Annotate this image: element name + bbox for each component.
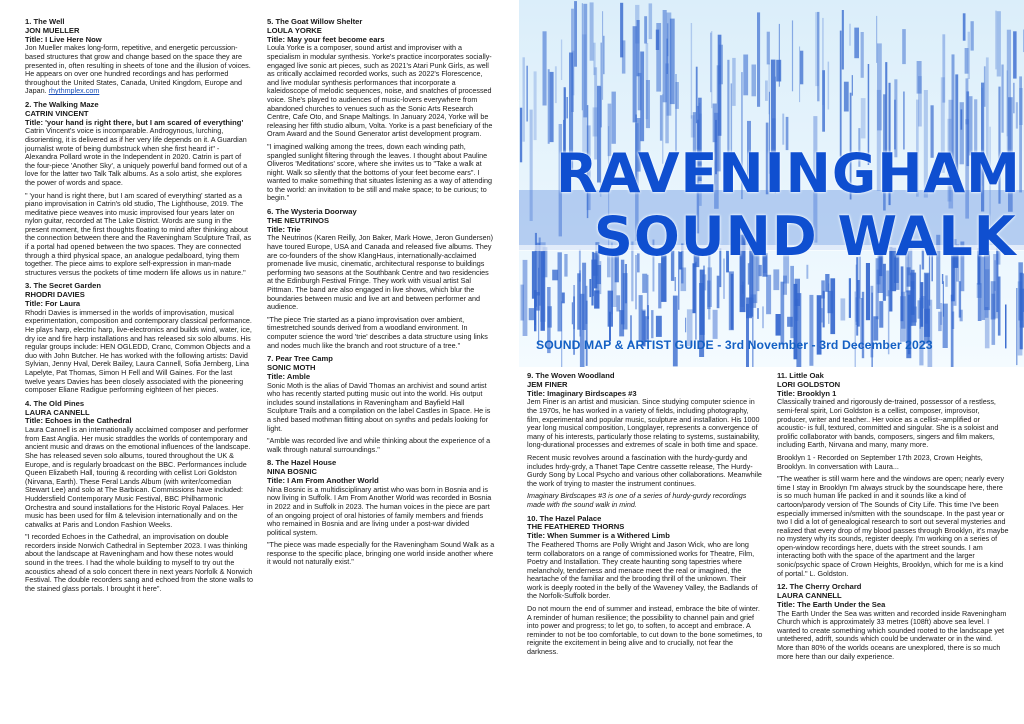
artist-statement: "Amble was recorded live and while thinking about the experience of a walk through natural surroundings.": [267, 436, 491, 454]
artist-bio: Nina Bosnic is a multidisciplinary artist who was born in Bosnia and is now living in Suffolk. I Am From Another World was recorded in Bosnia in 2022 and in Suffolk in 2023. The human voices in the piece are part of an ongoing project of oral histories of family members and friends who remained in Bosnia and are living under a post-war divided political system.: [267, 484, 492, 537]
artist-name: LORI GOLDSTON: [777, 379, 841, 389]
reflection-streak: [799, 47, 800, 103]
artist-statement: "The piece Trie started as a piano improvisation over ambient, timestretched sounds derived from a woodland environment. In computer science the word 'trie' describes a data structure using links and nodes much like the branch and root structure of a tree.": [267, 314, 488, 350]
artist-bio: Classically trained and rigorously de-trained, possessor of a restless, semi-feral spirit, Lori Goldston is a cellist, composer, improvisor, producer, writer and teacher.. Her voice as a cellist--amplified or acoustic- is full, textured, committed and singular. She is a soloist and prolific collaborator with bands, composers, singers and film makers, including Earth, Nirvana and many, many more.: [777, 397, 999, 450]
reflection-streak: [828, 283, 830, 324]
reflection-streak: [583, 4, 587, 118]
banner-title-line-1: RAVENINGHAM: [556, 142, 1021, 205]
reflection-streak: [1016, 288, 1017, 365]
reflection-streak: [985, 307, 989, 318]
entry-2: [25, 101, 253, 277]
reflection-streak: [582, 3, 583, 110]
reflection-streak: [782, 114, 784, 145]
banner-title-line-2: SOUND WALK: [594, 205, 1017, 268]
piece-title: Title: When Summer is a Withered Limb: [527, 531, 670, 541]
artist-bio: Catrin Vincent's voice is incomparable. Androgynous, lurching, disorienting, it is delivered as if her very life depends on it. A Guardian journalist wrote of being dumbstruck when she first heard it" - Alexandra Pollard wrote in the Independent in 2020. Catrin is part of the four-piece 'Another Sky', a uniquely powerful band formed out of a love for the latter two Talk Talk albums. As a solo artist, she explores the power of words and space.: [25, 126, 248, 187]
reflection-streak: [796, 293, 801, 367]
reflection-streak: [550, 72, 554, 142]
reflection-streak: [564, 254, 567, 277]
reflection-streak: [719, 45, 723, 85]
reflection-streak: [548, 69, 550, 144]
reflection-streak: [675, 82, 679, 109]
reflection-streak: [585, 286, 587, 324]
reflection-streak: [911, 281, 915, 315]
reflection-streak: [695, 262, 696, 340]
artist-bio-2: Recent music revolves around a fascination with the hurdy-gurdy and includes hrdy-grdy, a Thanet Tape Centre cassette release, The Hurdy-Gurdy Song by Local Psycho and various other collaborations. Meanwhile the work of trying to master the instrument continues.: [527, 452, 762, 488]
reflection-streak: [603, 36, 605, 74]
reflection-streak: [529, 308, 535, 320]
entry-8: [267, 459, 495, 567]
entry-number: 4. The Old Pines: [25, 398, 85, 408]
artist-statement: " 'your hand is right there, but I am scared of everything' started as a piano improvisation in Catrin's old studio, The Lighthouse, 2019. The meditative piece weaves into music improvised four years later on nylon guitar, recorded at The Lake District. Words are sung in the present moment, the first thoughts floating to mind after thinking about the connection between there and the Raveningham Sculpture Trail, as if a portal had opened between the two spaces. They are connected through a third physical space, an analogue pedalboard, tying them together. The piece aims to explore self-expression in man-made structures versus the pockets of time modern life allows us in nature.": [25, 190, 252, 277]
reflection-streak: [856, 265, 857, 325]
reflection-streak: [573, 285, 575, 329]
artist-name: LOULA YORKE: [267, 25, 322, 35]
reflection-streak: [792, 20, 793, 91]
reflection-streak: [951, 295, 954, 367]
artist-statement: "The weather is still warm here and the windows are open; nearly every time I stay in Brooklyn I'm always struck by the soundscape here, there is so much human life packed in and it sounds like a kind of cartoon/parody version of The Sounds of City Life. This time I've been especially immersed in/smitten with the soundscape. In the past year or two I did a lot of genealogical research to sort out several mysteries and realized that every drop of my blood passes through Brooklyn, it's maybe no mystery why its sounds, register deeply. I'm working on a series of open-window recordings here, duets with the street sounds. I am interacting both with the space of the apartment and the larger sonic/psychic space of Crown Heights, Brooklyn, which for me is a kind of portal." L. Goldston.: [777, 474, 1009, 578]
reflection-streak: [776, 60, 781, 82]
reflection-streak: [984, 66, 986, 107]
recording-note: Brooklyn 1 - Recorded on September 17th 2023, Crown Heights, Brooklyn. In conversation with Laura...: [777, 452, 983, 471]
reflection-streak: [1013, 31, 1017, 78]
reflection-streak: [691, 115, 695, 137]
reflection-streak: [558, 252, 562, 331]
reflection-streak: [873, 316, 878, 340]
artist-statement: "I recorded Echoes in the Cathedral, an improvisation on double recorders inside Norwich Cathedral in September 2023. I was thinking about the landscape at Raveningham and how these notes would sound in the trees. I had the whole building to myself to try out the acoustics ahead of a solo concert there in next years Norfolk & Norwich Festival. The double recorders sang and echoed from the stone walls to the stained glass portals. I brought it here".: [25, 532, 253, 593]
banner-subtitle: SOUND MAP & ARTIST GUIDE - 3rd November - 3rd December 2023: [536, 338, 933, 352]
reflection-streak: [710, 33, 712, 93]
reflection-streak: [619, 310, 624, 336]
reflection-streak: [673, 296, 678, 367]
reflection-streak: [665, 63, 669, 143]
artist-bio: Loula Yorke is a composer, sound artist and improviser with a specialism in modular synthesis. Yorke's practice incorporates socially-engaged live sonic art pieces, such as 2021's Atari Punk Girls, as well as critically acclaimed recorded works, such as 2022's Florescence, and live modular synthesis performances that incorporate a kaleidoscope of melodic sequences, noise, and snatches of processed voice. She's played to audiences of music-lovers everywhere from abandoned churches to venues such as the Sonic Arts Research Centre, Cafe Oto, and Snape Maltings. In January 2024, Yorke will be releasing her fifth studio album, Volta. Yorke is a past beneficiary of the Oram Award and the Sound Generator artist development program.: [267, 43, 493, 139]
reflection-streak: [995, 11, 996, 70]
piece-title: Title: Brooklyn 1: [777, 388, 837, 398]
reflection-streak: [809, 295, 813, 366]
reflection-streak: [743, 55, 748, 96]
reflection-streak: [622, 40, 626, 73]
reflection-streak: [729, 271, 734, 330]
reflection-streak: [963, 13, 966, 40]
piece-title: Title: I Live Here Now: [25, 34, 102, 44]
reflection-streak: [589, 279, 591, 297]
artist-name: NINA BOSNIC: [267, 467, 317, 477]
reflection-streak: [561, 40, 562, 81]
reflection-streak: [651, 310, 653, 338]
reflection-streak: [540, 242, 546, 321]
entry-6: [267, 208, 495, 350]
piece-title: Title: Amble: [267, 371, 311, 381]
reflection-streak: [763, 306, 764, 328]
reflection-streak: [817, 12, 819, 101]
column-1: [25, 18, 253, 718]
reflection-streak: [685, 318, 686, 333]
reflection-streak: [1016, 102, 1018, 128]
reflection-streak: [861, 98, 866, 138]
reflection-streak: [602, 11, 603, 100]
reflection-streak: [849, 278, 851, 318]
piece-title: Title: May your feet become ears: [267, 34, 385, 44]
reflection-streak: [879, 301, 883, 328]
reflection-streak: [590, 2, 594, 60]
entry-5: [267, 18, 495, 203]
entry-number: 8. The Hazel House: [267, 458, 337, 468]
entry-number: 9. The Woven Woodland: [527, 372, 615, 380]
reflection-streak: [968, 32, 970, 79]
reflection-streak: [997, 11, 1001, 76]
entry-number: 12. The Cherry Orchard: [777, 582, 862, 592]
artist-bio: The Neutrinos (Karen Reilly, Jon Baker, Mark Howe, Jeron Gundersen) have toured Europe, USA and Canada and released five albums. They are co-founders of the show KlangHaus, internationally-acclaimed promenade live music, cinematic, architectural response to buildings performing two seasons at the Southbank Centre and two residencies at the Edinburgh Festival Fringe. They work with visual artist Sal Pittman. The band are also engaged in live shows, which blur the boundaries between music and live art and between performer and audience.: [267, 233, 493, 312]
reflection-streak: [871, 293, 873, 367]
reflection-streak: [675, 277, 676, 291]
reflection-streak: [828, 62, 830, 110]
column-2: [267, 18, 495, 718]
reflection-streak: [646, 80, 650, 128]
reflection-streak: [886, 271, 889, 297]
reflection-streak: [842, 10, 844, 70]
column-4: [777, 372, 1009, 717]
column-3: [527, 372, 763, 717]
reflection-streak: [749, 263, 750, 308]
reflection-streak: [790, 266, 794, 338]
reflection-streak: [940, 303, 942, 325]
reflection-streak: [945, 275, 947, 286]
entry-7: [267, 355, 495, 454]
reflection-streak: [552, 270, 558, 281]
entry-number: 10. The Hazel Palace: [527, 513, 602, 523]
reflection-streak: [647, 275, 649, 339]
reflection-streak: [977, 283, 982, 298]
artist-name: LAURA CANNELL: [25, 407, 90, 417]
reflection-streak: [534, 71, 537, 140]
reflection-streak: [566, 97, 568, 118]
reflection-streak: [971, 21, 974, 50]
artist-bio: The Feathered Thorns are Polly Wright and Jason Wick, who are long term collaborators on a range of commissioned works for Theatre, Film, Poetry and Installation. They create haunting song tapestries where melancholy, tenderness and menace meet the real or imagined, the heartache of the familiar and the brooding thrill of the unknown. Their work is deeply rooted in the belly of the Waveney Valley, the Badlands of the Norfolk-Suffolk border.: [527, 539, 758, 601]
reflection-streak: [883, 264, 886, 301]
entry-number: 11. Little Oak: [777, 372, 824, 380]
artist-name: JEM FINER: [527, 379, 568, 389]
reflection-streak: [924, 273, 930, 344]
artist-name: LAURA CANNELL: [777, 591, 842, 601]
reflection-streak: [776, 314, 781, 336]
entry-number: 1. The Well: [25, 18, 65, 26]
reflection-streak: [752, 65, 757, 97]
reflection-streak: [691, 23, 692, 119]
reflection-streak: [656, 23, 661, 92]
artist-statement: The Earth Under the Sea was written and recorded inside Raveningham Church which is approximately 33 metres (108ft) above sea level. I wanted to create something which sounded rooted to the landscape yet untethered, adrift, sounds which could be underwater or in the wind. More than 80% of the worlds oceans are unexplored, there is so much more here than our daily experience.: [777, 608, 1007, 661]
reflection-streak: [612, 92, 616, 144]
reflection-streak: [696, 67, 698, 124]
reflection-streak: [822, 18, 823, 105]
artist-name: SONIC MOTH: [267, 362, 316, 372]
entry-number: 6. The Wysteria Doorway: [267, 207, 357, 217]
reflection-streak: [640, 52, 644, 142]
reflection-streak: [1001, 65, 1003, 133]
reflection-streak: [1018, 262, 1023, 320]
artist-name: RHODRI DAVIES: [25, 290, 85, 300]
reflection-streak: [616, 295, 620, 311]
reflection-streak: [1013, 83, 1014, 114]
entry-10: [527, 515, 763, 657]
reflection-streak: [751, 294, 757, 308]
reflection-streak: [572, 302, 573, 324]
piece-title: Title: For Laura: [25, 299, 81, 309]
artist-website-link[interactable]: rhythmplex.com: [48, 86, 100, 96]
artist-bio: Rhodri Davies is immersed in the worlds of improvisation, musical experimentation, composition and contemporary classical performance. He plays harp, electric harp, live-electronics and builds wind, water, ice, dry ice and fire harp installations and has released six solo albums. His regular groups include: HEN OGLEDD, Cranc, Common Objects and a duo with John Butcher. He has worked with the following artists: David Sylvian, Jenny Hval, Derek Bailey, Laura Cannell, Sofia Jernberg, Lina Lapelyte, Pat Thomas, Simon H Fell and Will Gaines. For the last twelve years Davies has been closely associated with the pioneering composer Eliane Radigue performing eighteen of her pieces.: [25, 307, 252, 395]
reflection-streak: [717, 276, 720, 309]
reflection-streak: [548, 306, 552, 327]
artist-name: THE NEUTRINOS: [267, 215, 330, 225]
entry-number: 7. Pear Tree Camp: [267, 354, 333, 364]
reflection-streak: [713, 310, 718, 339]
reflection-streak: [841, 298, 846, 320]
reflection-streak: [543, 31, 547, 105]
entry-number: 3. The Secret Garden: [25, 281, 101, 291]
artist-statement: "The piece was made especially for the Raveningham Sound Walk as a response to the specific place, bringing one world inside another where it would not naturally exist.": [267, 540, 495, 567]
reflection-streak: [1019, 88, 1023, 125]
artist-name: JON MUELLER: [25, 25, 80, 35]
reflection-streak: [555, 66, 557, 103]
reflection-streak: [732, 58, 736, 106]
reflection-streak: [656, 316, 662, 337]
piece-title: Title: Imaginary Birdscapes #3: [527, 388, 637, 398]
entry-4: [25, 400, 253, 594]
reflection-streak: [574, 1, 577, 67]
artist-name: THE FEATHERED THORNS: [527, 522, 625, 532]
reflection-streak: [800, 51, 803, 85]
reflection-streak: [658, 263, 661, 308]
reflection-streak: [1007, 70, 1008, 136]
reflection-streak: [852, 75, 853, 96]
reflection-streak: [536, 292, 540, 311]
entry-11: [777, 372, 1009, 578]
reflection-streak: [633, 26, 637, 122]
reflection-streak: [526, 66, 528, 122]
reflection-streak: [639, 295, 643, 342]
reflection-streak: [854, 28, 859, 59]
reflection-streak: [861, 32, 864, 78]
reflection-streak: [903, 92, 905, 150]
entry-12: [777, 583, 1009, 661]
artist-bio: Jem Finer is an artist and musician. Since studying computer science in the 1970s, he has worked in a variety of fields, including photography, film, experimental and popular music, sculpture and installation. His 1000 year long musical composition, Longplayer, represents a convergence of many of his interests, particularly those relating to systems, sustainability, long-durational processes and extremes of scale in both time and space.: [527, 397, 760, 450]
piece-title: Title: Echoes in the Cathedral: [25, 416, 132, 426]
reflection-streak: [902, 29, 906, 64]
artist-bio: [25, 44, 253, 96]
reflection-streak: [649, 3, 653, 39]
reflection-streak: [844, 82, 849, 112]
piece-title: Title: Trie: [267, 224, 301, 234]
reflection-streak: [876, 16, 877, 63]
reflection-streak: [787, 317, 793, 327]
reflection-streak: [693, 263, 696, 313]
reflection-streak: [625, 264, 627, 303]
piece-title: Title: The Earth Under the Sea: [777, 599, 886, 609]
entry-number: 5. The Goat Willow Shelter: [267, 18, 363, 26]
reflection-streak: [765, 81, 768, 101]
entry-9: [527, 372, 763, 510]
reflection-streak: [660, 95, 662, 141]
reflection-streak: [901, 292, 906, 329]
entry-number: 2. The Walking Maze: [25, 99, 99, 109]
reflection-streak: [757, 308, 759, 319]
reflection-streak: [823, 291, 825, 328]
artist-statement: Do not mourn the end of summer and instead, embrace the bite of winter. A reminder of human resilience; the possibility to channel pain and grief into power and progress; to let go, to soften, to accept and embrace. A reminder to not be too comfortable, to cut down to the bone sometimes, to reignite the excitement in being alive and to crucially, not fear the darkness.: [527, 604, 763, 657]
reflection-streak: [523, 57, 525, 141]
reflection-streak: [840, 31, 842, 157]
artist-bio: Laura Cannell is an internationally acclaimed composer and performer from East Anglia. Her music straddles the worlds of contemporary and ancient music and draws on the emotional influences of the landscape. She has released seven solo albums, toured throughout the UK & Europe, and is regularly broadcast on the BBC. Performances include Queen Elizabeth Hall, touring & recording with cellist Lori Goldston (Nirvana, Earth). These Feral Lands Album (with writer/comedian Stewart Lee) and solo at The Barbican. Commissions have included: Huddersfield Contemporary Music Festival, BBC Philharmonic Orchestra and sound installations for the Historic Royal Palaces. Her music has been used for film & television internationally and on the catwalks at Paris and London Fashion Weeks.: [25, 425, 251, 529]
reflection-streak: [532, 251, 535, 299]
artist-bio: Sonic Moth is the alias of David Thomas an archivist and sound artist who has recently started putting music out into the world. His output includes sound installations in Raveningham and Bayfield Hall Sculpture Trails and a compilation on the label Castles in Space. He is a shed based mothman flitting about on synths and pedals looking for light.: [267, 380, 491, 433]
reflection-streak: [642, 274, 647, 293]
reflection-streak: [644, 16, 647, 43]
artist-statement: Imaginary Birdscapes #3 is one of a series of hurdy-gurdy recordings made with the sound walk in mind.: [527, 491, 747, 509]
entry-1: [25, 18, 253, 96]
reflection-streak: [757, 12, 760, 106]
reflection-streak: [523, 260, 528, 336]
reflection-streak: [773, 269, 779, 290]
reflection-streak: [766, 275, 771, 314]
entry-3: [25, 282, 253, 394]
reflection-streak: [918, 300, 922, 318]
piece-title: Title: 'your hand is right there, but I am scared of everything': [25, 117, 244, 127]
reflection-streak: [579, 270, 581, 336]
reflection-streak: [866, 263, 870, 320]
bio-text: Jon Mueller makes long-form, repetitive, and energetic percussion-based structures that grow and change based on the space they are presented in, often resulting in sheets of tone and the illusion of voices. He appears on over one hundred recordings and has performed throughout the United States, Canada, United Kingdom, Europe and Japan.: [25, 43, 251, 96]
reflection-streak: [520, 108, 522, 163]
reflection-streak: [767, 32, 770, 65]
artist-name: CATRIN VINCENT: [25, 108, 89, 118]
piece-title: Title: I Am From Another World: [267, 475, 379, 485]
reflection-streak: [917, 61, 922, 94]
artist-statement: "I imagined walking among the trees, down each winding path, spangled sunlight filtering through the leaves. I thought about Pauline Oliveros 'Meditations' score, where she invites us to "Take a walk at night. Walk so silently that the bottoms of your feet become ears". I wanted to make something that situates listening as a way of attending to the world: an invitation to be still and make space; to be curious; to begin.": [267, 141, 492, 203]
reflection-streak: [781, 282, 785, 345]
reflection-streak: [850, 24, 851, 46]
reflection-streak: [942, 274, 943, 284]
